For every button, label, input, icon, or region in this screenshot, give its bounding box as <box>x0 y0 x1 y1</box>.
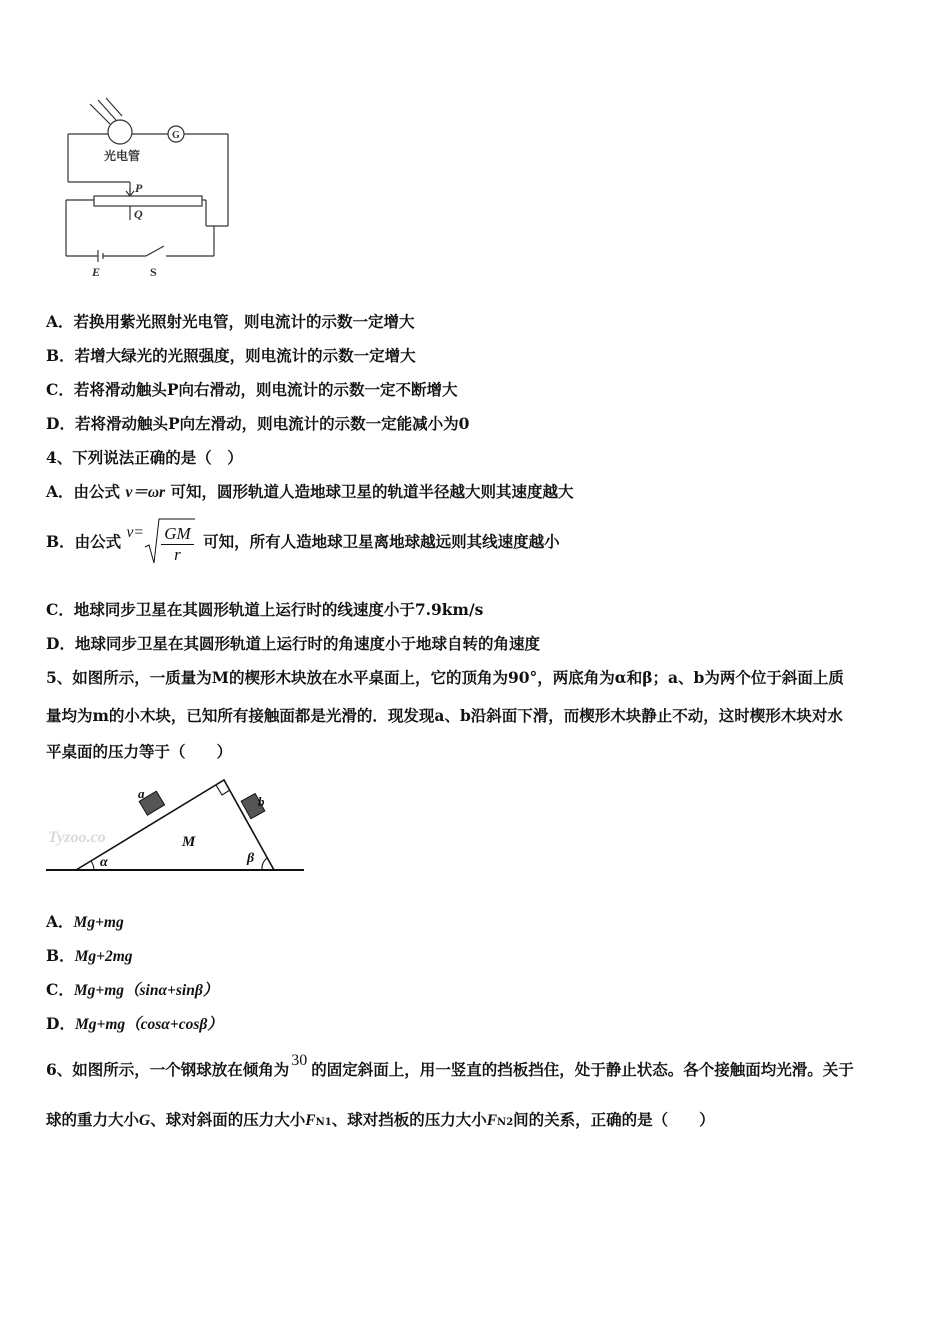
q5-stem-line1: 5、如图所示，一质量为M的楔形木块放在水平桌面上，它的顶角为90°，两底角为α和β；a、b为两个位于斜面上质 <box>46 668 844 687</box>
point-q-label: Q <box>134 207 143 221</box>
q4-option-c: C．地球同步卫星在其圆形轨道上运行时的线速度小于7.9km/s <box>46 600 484 619</box>
battery-label: E <box>92 265 101 279</box>
q6-g-symbol: G <box>139 1112 151 1129</box>
q6-text-slope-force: 、球对斜面的压力大小 <box>150 1110 306 1129</box>
q6-suffix: 的固定斜面上，用一竖直的挡板挡住，处于静止状态。各个接触面均光滑。关于 <box>311 1060 854 1079</box>
q3-option-c: C．若将滑动触头P向右滑动，则电流计的示数一定不断增大 <box>46 380 458 399</box>
q5-option-b <box>46 946 133 967</box>
label-a: a <box>138 786 145 801</box>
q4-b-v: v= <box>126 524 144 541</box>
beta-arc <box>262 858 267 870</box>
slider-p-label: P <box>135 181 143 195</box>
q4-option-d: D．地球同步卫星在其圆形轨道上运行时的角速度小于地球自转的角速度 <box>46 634 540 653</box>
circuit-diagram <box>60 96 240 286</box>
sqrt-formula <box>153 517 193 569</box>
q6-stem-line2 <box>46 1110 715 1133</box>
q5-stem-line2: 量均为m的小木块，已知所有接触面都是光滑的．现发现a、b沿斜面下滑，而楔形木块静止不动，这时楔形木块对水 <box>46 706 843 725</box>
q5-c-text: Mg+mg（sinα+sinβ） <box>73 982 219 999</box>
q6-fn2-symbol: F <box>486 1112 498 1129</box>
alpha-arc <box>91 861 94 870</box>
q4-option-b <box>46 516 560 568</box>
q6-stem-line1 <box>46 1052 854 1081</box>
fraction-numerator: GM <box>161 524 193 545</box>
sqrt-sign-icon <box>143 517 195 567</box>
q3-option-a: A．若换用紫光照射光电管，则电流计的示数一定增大 <box>46 312 415 331</box>
switch-icon <box>146 246 164 256</box>
q6-prefix: 6、如图所示，一个钢球放在倾角为 <box>46 1060 290 1079</box>
label-beta: β <box>247 851 255 866</box>
q4-a-formula: v＝ωr <box>125 484 166 501</box>
phototube-label: 光电管 <box>104 149 141 163</box>
phototube-icon <box>108 120 132 144</box>
q5-stem-line3: 平桌面的压力等于（ ） <box>46 742 233 761</box>
q4-b-suffix: 可知，所有人造地球卫星离地球越远则其线速度越小 <box>203 532 560 551</box>
galvanometer-label: G <box>172 130 180 141</box>
q5-d-text: Mg+mg（cosα+cosβ） <box>74 1016 223 1033</box>
q5-b-text: Mg+2mg <box>74 948 133 965</box>
q5-option-a <box>46 912 124 933</box>
q6-text-relation: 间的关系，正确的是（ ） <box>513 1110 715 1129</box>
q5-a-text: Mg+mg <box>73 914 124 931</box>
light-ray <box>106 98 122 116</box>
photoelectric-circuit-figure <box>60 96 240 286</box>
wedge-diagram <box>44 776 308 876</box>
light-ray <box>90 104 110 124</box>
fraction-denominator: r <box>174 544 181 564</box>
q5-a-label: A． <box>46 912 74 931</box>
q4-b-prefix: B．由公式 <box>46 532 122 551</box>
q5-option-d <box>46 1014 223 1035</box>
q4-a-prefix: A．由公式 <box>46 482 121 501</box>
label-m: M <box>182 834 196 850</box>
q4-a-suffix: 可知，圆形轨道人造地球卫星的轨道半径越大则其速度越大 <box>170 482 574 501</box>
light-ray <box>98 100 116 120</box>
q6-n1-subscript: N1 <box>315 1117 332 1128</box>
q4-option-a <box>46 482 573 503</box>
q5-d-label: D． <box>46 1014 75 1033</box>
rheostat <box>94 196 202 206</box>
watermark-text: Tyzoo.co <box>48 829 106 846</box>
q3-option-b: B．若增大绿光的光照强度，则电流计的示数一定增大 <box>46 346 416 365</box>
q6-n2-subscript: N2 <box>497 1117 514 1128</box>
q6-text-gravity: 球的重力大小 <box>46 1110 140 1129</box>
q6-angle: 30 <box>291 1052 308 1069</box>
q6-text-board-force: 、球对挡板的压力大小 <box>331 1110 487 1129</box>
q4-stem: 4、下列说法正确的是（ ） <box>46 448 243 467</box>
switch-label: S <box>150 265 157 279</box>
label-alpha: α <box>100 855 108 870</box>
q6-fn1-symbol: F <box>305 1112 316 1129</box>
label-b: b <box>258 794 265 809</box>
q5-c-label: C． <box>46 980 74 999</box>
q5-b-label: B． <box>46 946 75 965</box>
q5-option-c <box>46 980 218 1001</box>
wedge-figure <box>44 776 308 876</box>
q3-option-d: D．若将滑动触头P向左滑动，则电流计的示数一定能减小为0 <box>46 414 470 433</box>
